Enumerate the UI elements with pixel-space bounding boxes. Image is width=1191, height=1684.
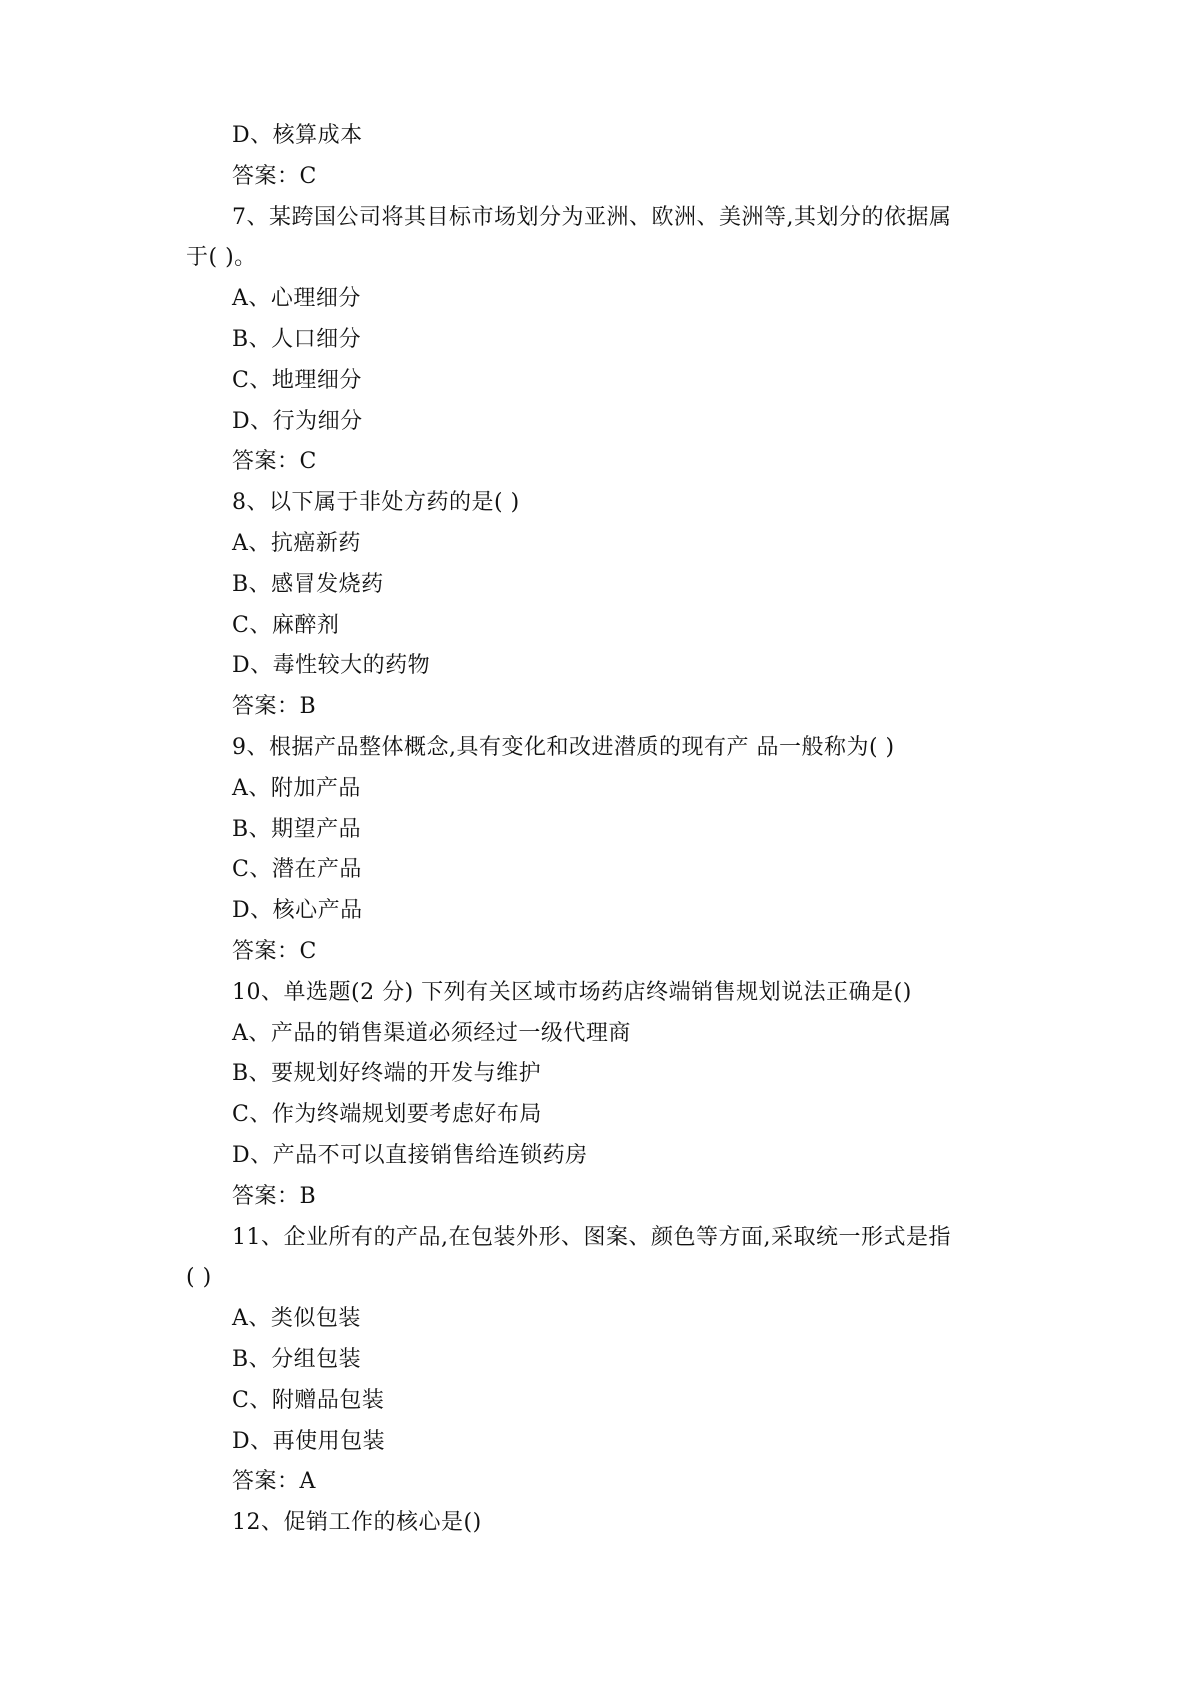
question-11-continuation: ( ) bbox=[186, 1265, 212, 1291]
option-d-line: D、毒性较大的药物 bbox=[232, 653, 431, 679]
option-a-line: A、心理细分 bbox=[232, 286, 361, 312]
option-b-line: B、人口细分 bbox=[232, 326, 362, 352]
option-c-line: C、潜在产品 bbox=[232, 857, 362, 883]
question-7-continuation: 于( )。 bbox=[186, 245, 257, 271]
option-a-line: A、抗癌新药 bbox=[232, 530, 361, 556]
option-a-line: A、产品的销售渠道必须经过一级代理商 bbox=[232, 1020, 631, 1046]
option-a-line: A、类似包装 bbox=[232, 1306, 361, 1332]
question-11-line: 11、企业所有的产品,在包装外形、图案、颜色等方面,采取统一形式是指 bbox=[232, 1224, 951, 1250]
option-b-line: B、期望产品 bbox=[232, 816, 362, 842]
option-d-line: D、行为细分 bbox=[232, 408, 363, 434]
option-b-line: B、要规划好终端的开发与维护 bbox=[232, 1061, 542, 1087]
question-10-line: 10、单选题(2 分) 下列有关区域市场药店终端销售规划说法正确是() bbox=[232, 979, 912, 1005]
answer-line: 答案：C bbox=[232, 449, 317, 475]
answer-line: 答案：C bbox=[232, 938, 317, 964]
answer-line: 答案：A bbox=[232, 1469, 316, 1495]
option-b-line: B、感冒发烧药 bbox=[232, 571, 384, 597]
question-9-line: 9、根据产品整体概念,具有变化和改进潜质的现有产 品一般称为( ) bbox=[232, 734, 895, 760]
option-c-line: C、麻醉剂 bbox=[232, 612, 340, 638]
option-c-line: C、地理细分 bbox=[232, 367, 362, 393]
question-8-line: 8、以下属于非处方药的是( ) bbox=[232, 490, 520, 516]
option-d-line: D、核算成本 bbox=[232, 123, 363, 148]
option-a-line: A、附加产品 bbox=[232, 775, 361, 801]
answer-line: 答案：B bbox=[232, 1183, 317, 1209]
question-7-line: 7、某跨国公司将其目标市场划分为亚洲、欧洲、美洲等,其划分的依据属 bbox=[232, 204, 952, 230]
option-d-line: D、再使用包装 bbox=[232, 1428, 386, 1454]
option-d-line: D、核心产品 bbox=[232, 898, 363, 924]
option-c-line: C、作为终端规划要考虑好布局 bbox=[232, 1102, 542, 1128]
option-c-line: C、附赠品包装 bbox=[232, 1387, 385, 1413]
answer-line: 答案：C bbox=[232, 163, 317, 189]
option-b-line: B、分组包装 bbox=[232, 1346, 362, 1372]
document-body bbox=[0, 116, 1191, 1544]
question-12-line: 12、促销工作的核心是() bbox=[232, 1510, 482, 1536]
option-d-line: D、产品不可以直接销售给连锁药房 bbox=[232, 1142, 588, 1168]
answer-line: 答案：B bbox=[232, 694, 317, 720]
